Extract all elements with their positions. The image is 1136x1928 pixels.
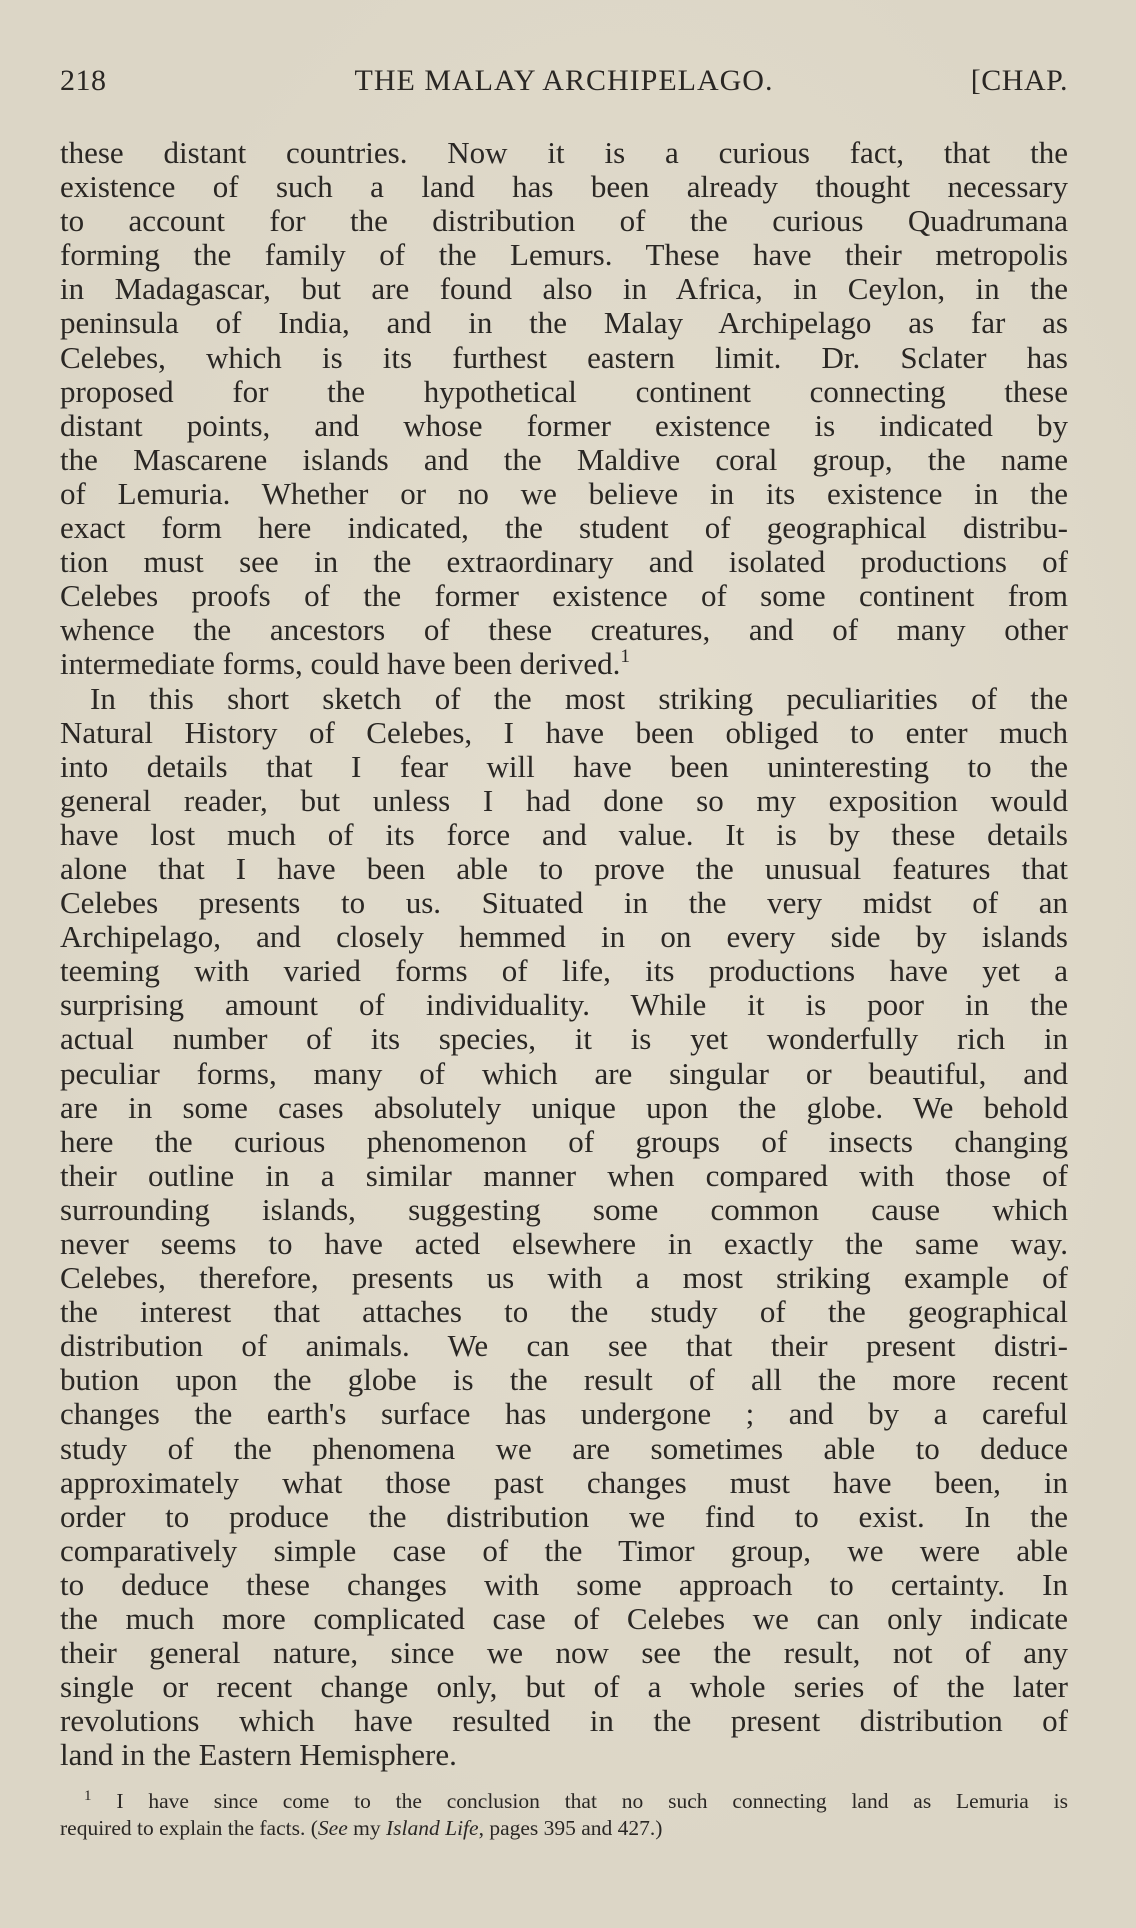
text-line: distribution of animals. We can see that their present distri- [60, 1328, 1068, 1364]
footnote-text: required to explain the facts. ( [60, 1816, 318, 1840]
text-line: tion must see in the extraordinary and isolated productions of [60, 544, 1068, 580]
running-title: THE MALAY ARCHIPELAGO. [354, 64, 774, 97]
page-number: 218 [60, 64, 107, 97]
text-line: alone that I have been able to prove the unusual features that [60, 850, 1068, 886]
text-line: Celebes, which is its furthest eastern limit. Dr. Sclater has [60, 339, 1068, 375]
text-line: single or recent change only, but of a whole series of the later [60, 1669, 1068, 1705]
text-line: Archipelago, and closely hemmed in on every side by islands [60, 919, 1068, 955]
book-title: Island Life [385, 1816, 479, 1840]
text-line: the interest that attaches to the study of the geographical [60, 1294, 1068, 1330]
text-line: study of the phenomena we are sometimes able to deduce [60, 1430, 1068, 1466]
body-text [60, 136, 1068, 1773]
footnote-text: , pages 395 and 427.) [478, 1816, 663, 1840]
page-header [60, 64, 1068, 104]
text-line: proposed for the hypothetical continent connecting these [60, 373, 1068, 409]
footnote-marker: 1 [84, 1788, 92, 1804]
text-line: surrounding islands, suggesting some common cause which [60, 1191, 1068, 1227]
text-line: have lost much of its force and value. It is by these details [60, 816, 1068, 852]
footnote-line [60, 1815, 1068, 1842]
text-line: teeming with varied forms of life, its productions have yet a [60, 953, 1068, 989]
text-line: whence the ancestors of these creatures, and of many other [60, 612, 1068, 648]
text-line: are in some cases absolutely unique upon the globe. We behold [60, 1089, 1068, 1125]
text-line: Celebes presents to us. Situated in the very midst of an [60, 885, 1068, 921]
text-line: into details that I fear will have been uninteresting to the [60, 748, 1068, 784]
text-line: order to produce the distribution we find to exist. In the [60, 1498, 1068, 1534]
text-line: comparatively simple case of the Timor group, we were able [60, 1532, 1068, 1568]
text-line: the much more complicated case of Celebes we can only indicate [60, 1601, 1068, 1637]
text-line: surprising amount of individuality. While it is poor in the [60, 987, 1068, 1023]
paragraph-end-line [60, 647, 1068, 681]
footnote [60, 1788, 1068, 1842]
footnote-line [60, 1788, 1068, 1815]
text-line: Celebes, therefore, presents us with a most striking example of [60, 1260, 1068, 1296]
footnote-see: See [317, 1816, 348, 1840]
text-line: to deduce these changes with some approach to certainty. In [60, 1566, 1068, 1602]
text-line: land in the Eastern Hemisphere. [60, 1737, 457, 1773]
text-line: peninsula of India, and in the Malay Archipelago as far as [60, 305, 1068, 341]
text-line: Natural History of Celebes, I have been obliged to enter much [60, 714, 1068, 750]
text-line: actual number of its species, it is yet wonderfully rich in [60, 1021, 1068, 1057]
text-line: in Madagascar, but are found also in Africa, in Ceylon, in the [60, 271, 1068, 307]
text-line: their general nature, since we now see the result, not of any [60, 1635, 1068, 1671]
text-line: to account for the distribution of the curious Quadrumana [60, 203, 1068, 239]
footnote-reference: 1 [620, 646, 630, 668]
text-line: these distant countries. Now it is a curious fact, that the [60, 135, 1068, 170]
text-line: general reader, but unless I had done so my exposition would [60, 782, 1068, 818]
text-line: exact form here indicated, the student of geographical distribu- [60, 510, 1068, 546]
line-text: intermediate forms, could have been derived. [60, 646, 621, 682]
text-line: revolutions which have resulted in the present distribution of [60, 1703, 1068, 1739]
text-line: existence of such a land has been already thought necessary [60, 169, 1068, 205]
text-line: of Lemuria. Whether or no we believe in its existence in the [60, 475, 1068, 511]
text-line: Celebes proofs of the former existence of some continent from [60, 578, 1068, 614]
text-line: bution upon the globe is the result of all the more recent [60, 1362, 1068, 1398]
footnote-text: my [347, 1816, 386, 1840]
text-line: changes the earth's surface has undergone ; and by a careful [60, 1396, 1068, 1432]
text-line: distant points, and whose former existence is indicated by [60, 407, 1068, 443]
text-line: the Mascarene islands and the Maldive coral group, the name [60, 441, 1068, 477]
footnote-text: I have since come to the conclusion that no such connecting land as Lemuria is [116, 1789, 1069, 1813]
paragraph-start-line: In this short sketch of the most striking peculiarities of the [90, 680, 1068, 716]
text-line: peculiar forms, many of which are singular or beautiful, and [60, 1055, 1068, 1091]
text-line: here the curious phenomenon of groups of insects changing [60, 1123, 1068, 1159]
chapter-marker: [CHAP. [970, 64, 1068, 97]
text-line: forming the family of the Lemurs. These have their metropolis [60, 237, 1068, 273]
text-line: never seems to have acted elsewhere in exactly the same way. [60, 1226, 1068, 1261]
text-line: approximately what those past changes must have been, in [60, 1464, 1068, 1500]
text-line: their outline in a similar manner when compared with those of [60, 1157, 1068, 1193]
